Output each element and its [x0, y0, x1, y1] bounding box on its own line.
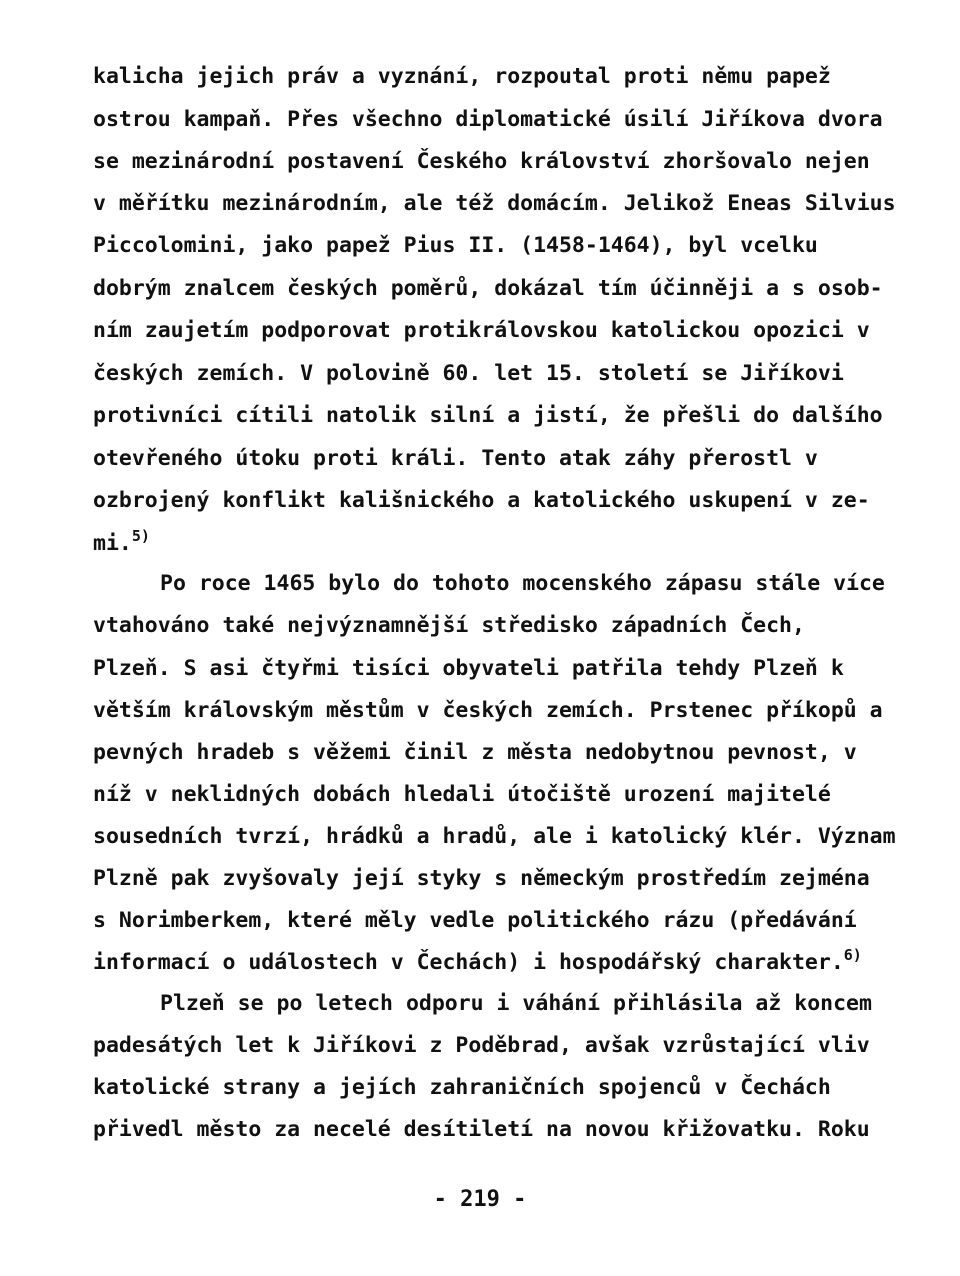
text-line: větším královským městům v českých zemích. Prstenec příkopů a — [93, 698, 883, 723]
text-line: katolické strany a jejích zahraničních spojenců v Čechách — [93, 1075, 831, 1100]
text-line: přivedl město za necelé desítiletí na novou křižovatku. Roku — [93, 1117, 870, 1142]
text-line: Po roce 1465 bylo do tohoto mocenského zápasu stále více — [160, 571, 885, 596]
text-line: dobrým znalcem českých poměrů, dokázal tím účinněji a s osob- — [93, 276, 883, 301]
page-number: - 219 - — [433, 1187, 527, 1212]
text-line: se mezinárodní postavení Českého království zhoršovalo nejen — [93, 149, 870, 174]
text-line: sousedních tvrzí, hrádků a hradů, ale i katolický klér. Význam — [93, 824, 896, 849]
footnote-marker: 5) — [131, 527, 150, 545]
text-fragment: mi. — [93, 531, 132, 556]
text-line: otevřeného útoku proti králi. Tento atak záhy přerostl v — [93, 446, 818, 471]
text-line: v měřítku mezinárodním, ale též domácím. Jelikož Eneas Silvius — [93, 191, 896, 216]
text-line: vtahováno také nejvýznamnější středisko západních Čech, — [93, 613, 805, 638]
text-line: Plzeň. S asi čtyřmi tisíci obyvateli patřila tehdy Plzeň k — [93, 656, 844, 681]
text-line: ním zaujetím podporovat protikrálovskou katolickou opozici v — [93, 318, 870, 343]
text-line: protivníci cítili natolik silní a jistí, že přešli do dalšího — [93, 403, 883, 428]
text-line: českých zemích. V polovině 60. let 15. století se Jiříkovi — [93, 361, 844, 386]
text-line-with-footnote — [93, 946, 862, 976]
text-line: pevných hradeb s věžemi činil z města nedobytnou pevnost, v — [93, 740, 857, 765]
text-line: níž v neklidných dobách hledali útočiště urození majitelé — [93, 782, 831, 807]
text-line: Piccolomini, jako papež Pius II. (1458-1464), byl vcelku — [93, 233, 818, 258]
text-line: s Norimberkem, které měly vedle politického rázu (předávání — [93, 908, 857, 933]
text-line: ozbrojený konflikt kališnického a katolického uskupení v ze- — [93, 488, 870, 513]
text-fragment: informací o událostech v Čechách) i hospodářský charakter. — [93, 950, 844, 975]
text-line: padesátých let k Jiříkovi z Poděbrad, avšak vzrůstající vliv — [93, 1033, 870, 1058]
text-line: kalicha jejich práv a vyznání, rozpoutal proti němu papež — [93, 64, 831, 89]
text-line: Plzeň se po letech odporu i váhání přihlásila až koncem — [160, 991, 872, 1016]
text-line: ostrou kampaň. Přes všechno diplomatické úsilí Jiříkova dvora — [93, 107, 883, 132]
footnote-marker: 6) — [843, 946, 862, 964]
text-line-with-footnote — [93, 527, 150, 557]
text-line: Plzně pak zvyšovaly její styky s německým prostředím zejména — [93, 866, 870, 891]
